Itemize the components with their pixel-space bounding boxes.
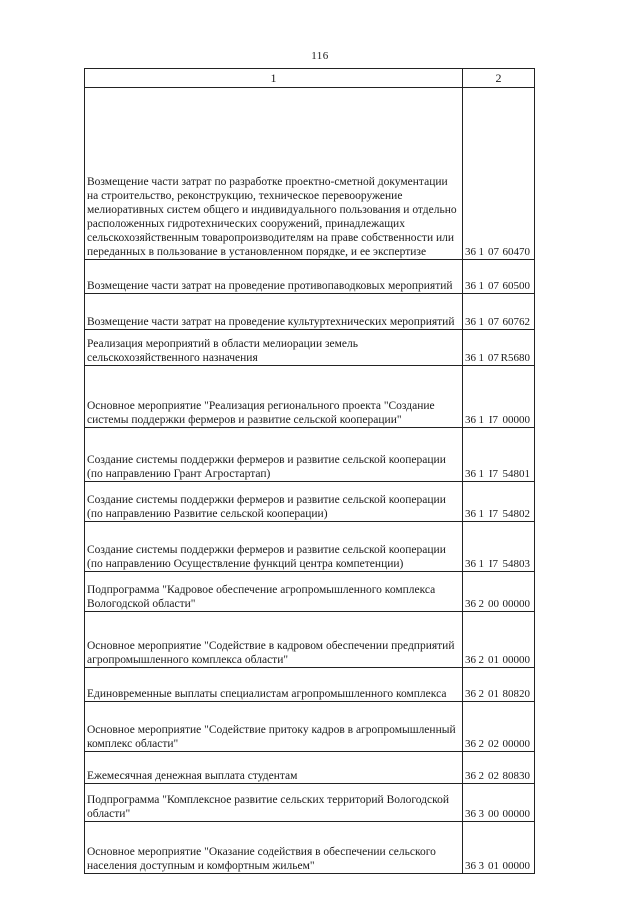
code-program: 1 [478, 352, 484, 364]
code-ministry: 36 [465, 508, 476, 520]
table-header-row [85, 69, 535, 88]
code-ministry: 36 [465, 738, 476, 750]
code-event: 02 [487, 738, 499, 750]
classification-code [465, 507, 532, 521]
row-name: Единовременные выплаты специалистам агропромышленного комплекса [85, 668, 463, 702]
classification-code [465, 351, 532, 365]
code-ministry: 36 [465, 414, 476, 426]
classification-code [465, 597, 532, 611]
row-code [463, 702, 535, 752]
code-direction: 54801 [502, 468, 530, 480]
row-name: Подпрограмма "Кадровое обеспечение агропромышленного комплекса Вологодской области" [85, 572, 463, 612]
row-code [463, 784, 535, 822]
code-event: 01 [487, 860, 499, 872]
code-direction: 00000 [502, 808, 530, 820]
page-number: 116 [311, 50, 329, 62]
table-row [85, 612, 535, 668]
table-row [85, 702, 535, 752]
code-ministry: 36 [465, 770, 476, 782]
row-name: Создание системы поддержки фермеров и развитие сельской кооперации (по направлению Грант Агростартап) [85, 428, 463, 482]
row-name: Основное мероприятие "Содействие в кадровом обеспечении предприятий агропромышленного комплекса области" [85, 612, 463, 668]
budget-classification-table [84, 68, 535, 874]
code-ministry: 36 [465, 558, 476, 570]
code-event: 00 [487, 598, 499, 610]
table-row [85, 482, 535, 522]
code-ministry: 36 [465, 688, 476, 700]
row-name: Основное мероприятие "Содействие притоку кадров в агропромышленный комплекс области" [85, 702, 463, 752]
row-code [463, 668, 535, 702]
code-program: 1 [478, 508, 484, 520]
code-event: 07 [487, 246, 499, 258]
code-ministry: 36 [465, 654, 476, 666]
code-ministry: 36 [465, 352, 476, 364]
code-direction: R5680 [500, 352, 530, 364]
row-code [463, 260, 535, 294]
code-event: I7 [488, 558, 499, 570]
classification-code [465, 315, 532, 329]
code-program: 1 [478, 280, 484, 292]
table-body [85, 88, 535, 874]
code-direction: 60762 [502, 316, 530, 328]
column-header-name: 1 [85, 69, 463, 88]
code-direction: 60500 [502, 280, 530, 292]
code-ministry: 36 [465, 860, 476, 872]
code-ministry: 36 [465, 246, 476, 258]
classification-code [465, 653, 532, 667]
row-name: Возмещение части затрат по разработке проектно-сметной документации на строительство, реконструкцию, техническое перевооружение мелиоративных систем общего и индивидуального пользования и отдельно расположенных гидротехнических сооружений, принадлежащих сельскохозяйственным товаропроизводителям на праве собственности или переданных в пользование в установленном порядке, и ее экспертизе [85, 88, 463, 260]
code-direction: 00000 [502, 654, 530, 666]
row-name: Основное мероприятие "Оказание содействия в обеспечении сельского населения доступным и комфортным жильем" [85, 822, 463, 874]
row-code [463, 428, 535, 482]
classification-code [465, 467, 532, 481]
row-code [463, 88, 535, 260]
table-row [85, 88, 535, 260]
code-program: 1 [478, 316, 484, 328]
table-row [85, 784, 535, 822]
classification-code [465, 859, 532, 873]
code-program: 2 [478, 598, 484, 610]
row-name: Реализация мероприятий в области мелиорации земель сельскохозяйственного назначения [85, 330, 463, 366]
code-event: 02 [487, 770, 499, 782]
code-event: 07 [487, 352, 499, 364]
code-ministry: 36 [465, 468, 476, 480]
code-event: 00 [487, 808, 499, 820]
row-code [463, 572, 535, 612]
classification-code [465, 413, 532, 427]
code-event: I7 [488, 414, 499, 426]
code-ministry: 36 [465, 598, 476, 610]
code-direction: 00000 [502, 598, 530, 610]
row-code [463, 482, 535, 522]
column-header-code: 2 [463, 69, 535, 88]
code-ministry: 36 [465, 280, 476, 292]
code-direction: 00000 [502, 738, 530, 750]
code-program: 2 [478, 770, 484, 782]
code-event: 07 [487, 316, 499, 328]
code-direction: 54803 [502, 558, 530, 570]
classification-code [465, 769, 532, 783]
code-program: 3 [478, 808, 484, 820]
code-direction: 80830 [502, 770, 530, 782]
code-direction: 00000 [502, 860, 530, 872]
table-row [85, 822, 535, 874]
classification-code [465, 557, 532, 571]
classification-code [465, 807, 532, 821]
table-row [85, 522, 535, 572]
code-event: I7 [488, 508, 499, 520]
table-row [85, 752, 535, 784]
code-program: 2 [478, 688, 484, 700]
code-event: 07 [487, 280, 499, 292]
row-name: Создание системы поддержки фермеров и развитие сельской кооперации (по направлению Осуществление функций центра компетенции) [85, 522, 463, 572]
code-program: 2 [478, 654, 484, 666]
row-name: Возмещение части затрат на проведение противопаводковых мероприятий [85, 260, 463, 294]
table-row [85, 428, 535, 482]
table-row [85, 668, 535, 702]
classification-code [465, 737, 532, 751]
row-code [463, 330, 535, 366]
row-name: Основное мероприятие "Реализация регионального проекта "Создание системы поддержки фермеров и развитие сельской кооперации" [85, 366, 463, 428]
table-row [85, 572, 535, 612]
table-row [85, 294, 535, 330]
classification-code [465, 279, 532, 293]
code-event: 01 [487, 688, 499, 700]
table-row [85, 330, 535, 366]
code-ministry: 36 [465, 808, 476, 820]
code-program: 1 [478, 468, 484, 480]
classification-code [465, 687, 532, 701]
classification-code [465, 245, 532, 259]
row-name: Ежемесячная денежная выплата студентам [85, 752, 463, 784]
row-name: Создание системы поддержки фермеров и развитие сельской кооперации (по направлению Развитие сельской кооперации) [85, 482, 463, 522]
row-code [463, 294, 535, 330]
code-program: 2 [478, 738, 484, 750]
code-event: 01 [487, 654, 499, 666]
code-program: 1 [478, 558, 484, 570]
code-direction: 60470 [502, 246, 530, 258]
code-program: 3 [478, 860, 484, 872]
table-row [85, 260, 535, 294]
row-name: Возмещение части затрат на проведение культуртехнических мероприятий [85, 294, 463, 330]
row-name: Подпрограмма "Комплексное развитие сельских территорий Вологодской области" [85, 784, 463, 822]
code-program: 1 [478, 246, 484, 258]
code-ministry: 36 [465, 316, 476, 328]
code-event: I7 [488, 468, 499, 480]
row-code [463, 822, 535, 874]
table-row [85, 366, 535, 428]
row-code [463, 752, 535, 784]
row-code [463, 366, 535, 428]
row-code [463, 612, 535, 668]
code-program: 1 [478, 414, 484, 426]
row-code [463, 522, 535, 572]
code-direction: 00000 [502, 414, 530, 426]
code-direction: 80820 [502, 688, 530, 700]
code-direction: 54802 [502, 508, 530, 520]
